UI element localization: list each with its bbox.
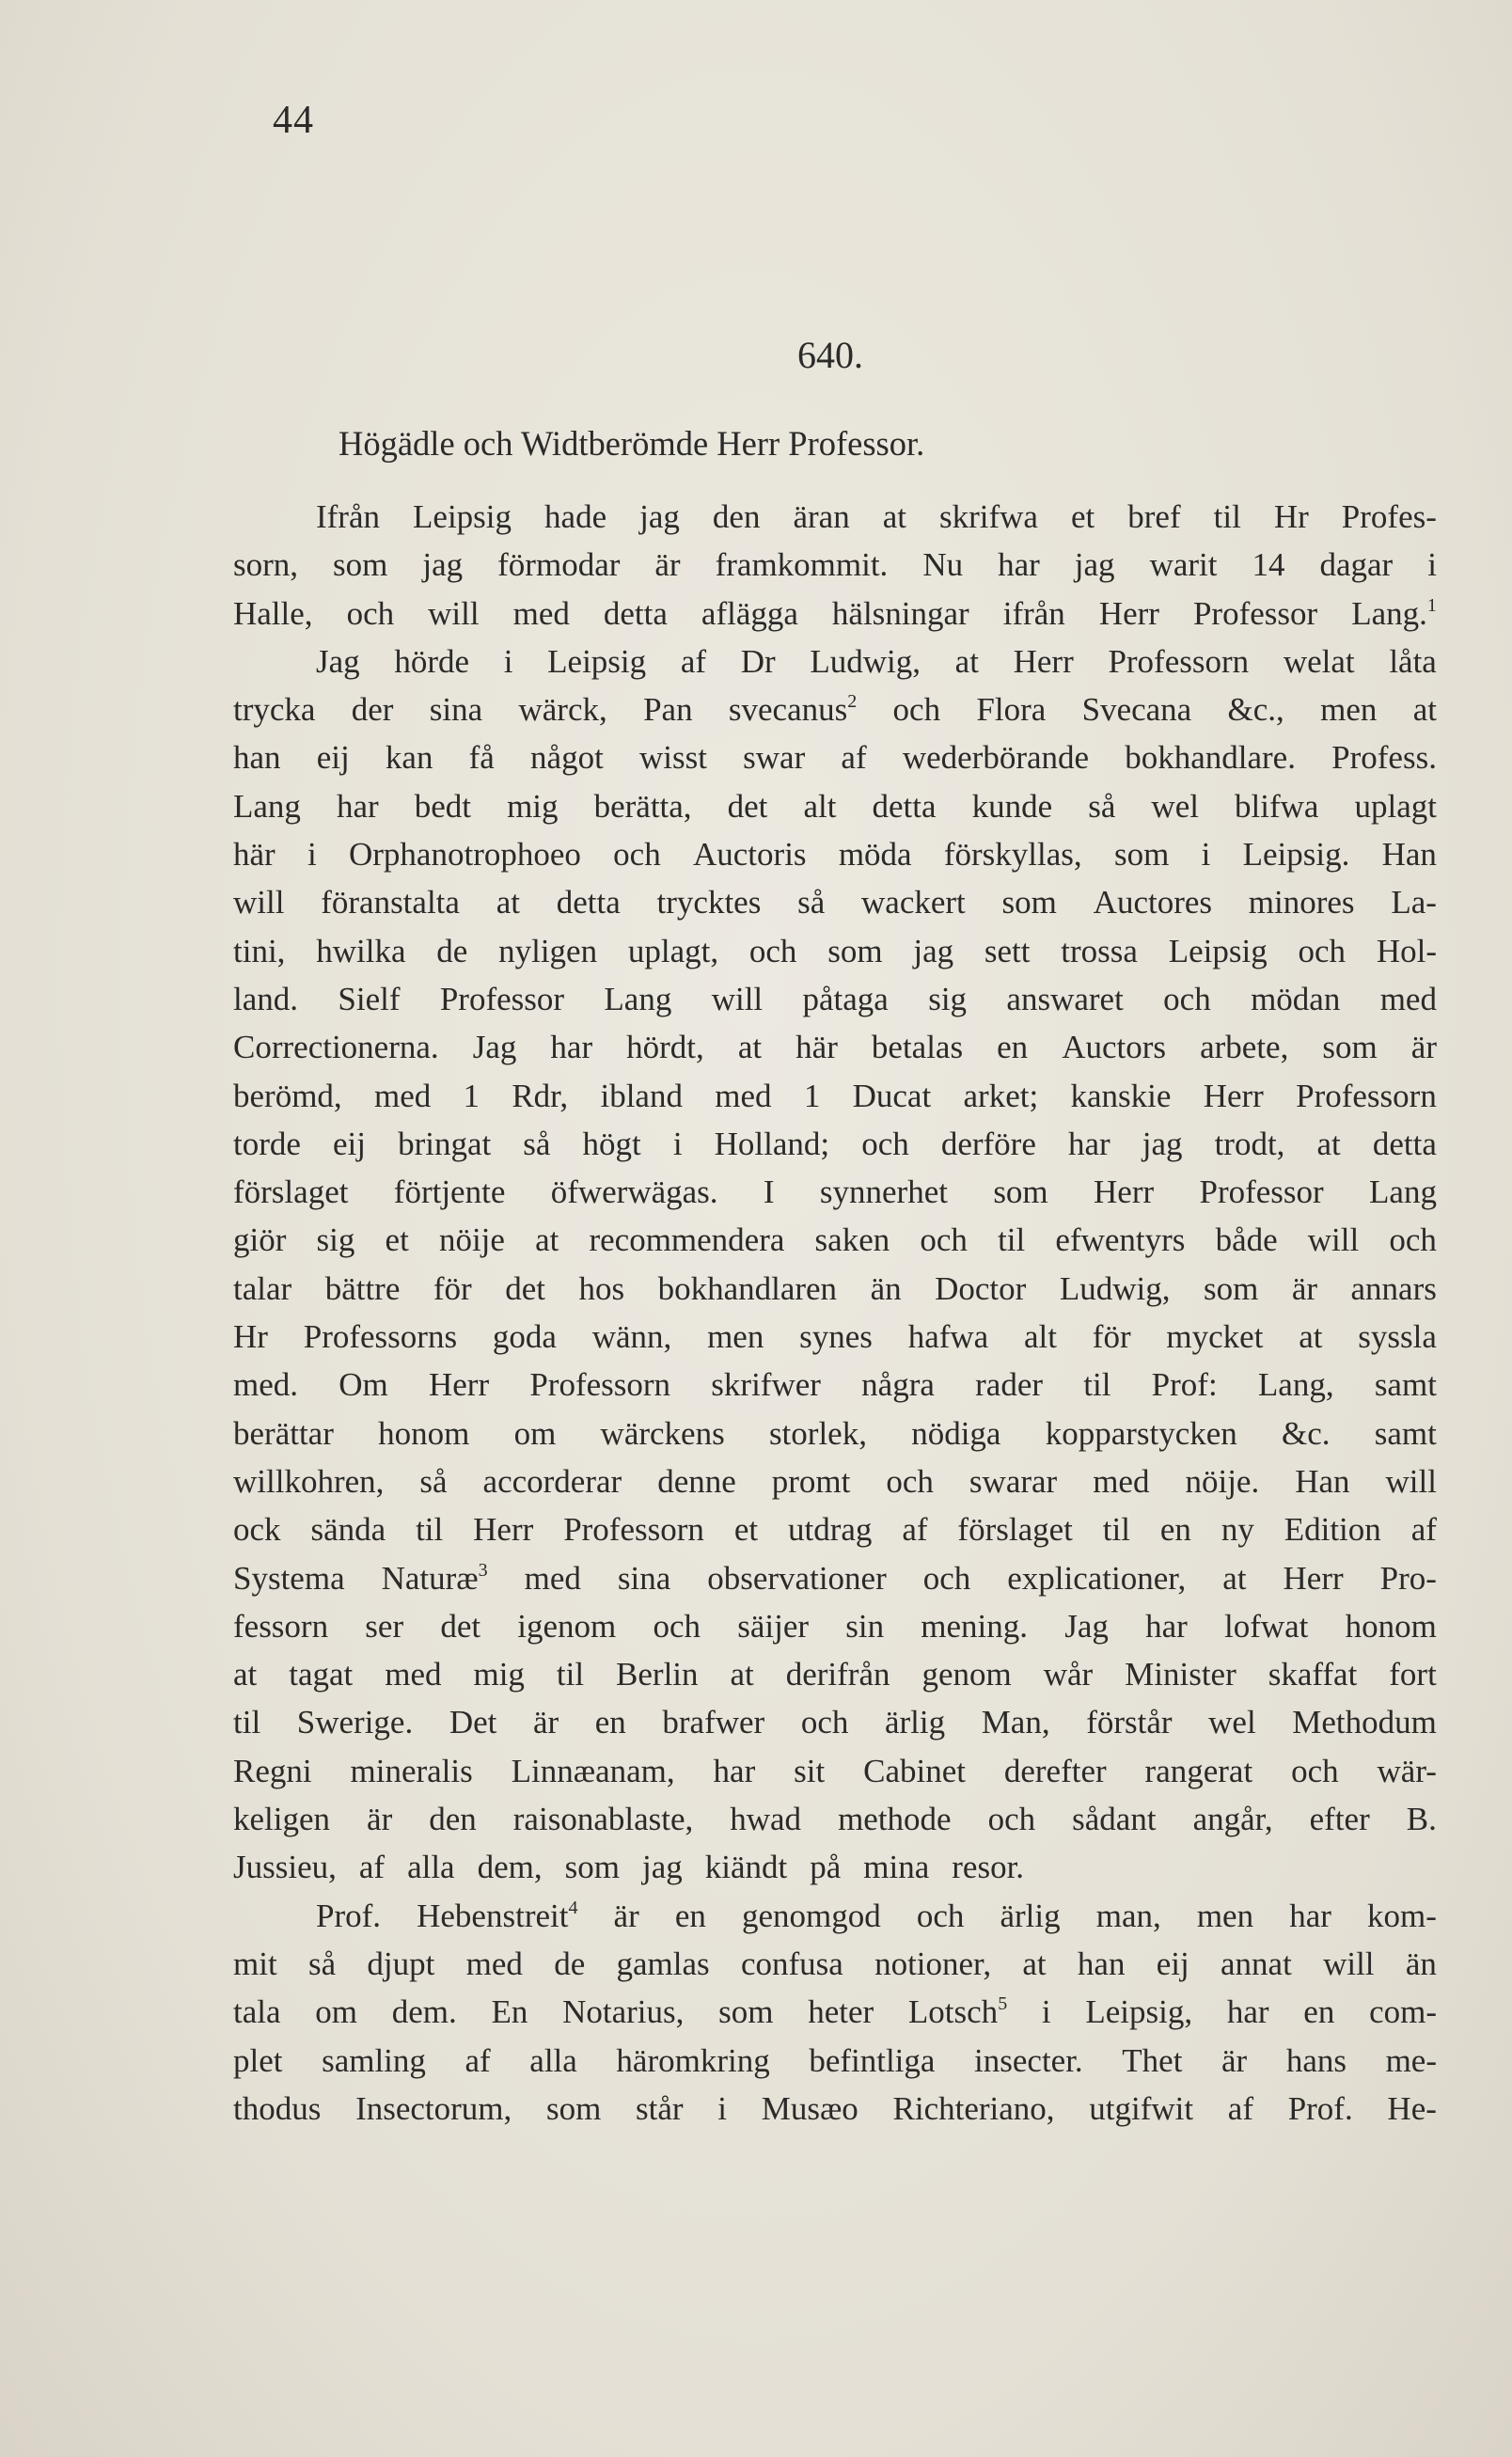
text-line: fessorn ser det igenom och säijer sin mening. Jag har lofwat honom — [233, 1607, 1437, 1645]
footnote-marker: 4 — [568, 1897, 578, 1918]
text-line: tala om dem. En Notarius, som heter Lotsch$^5$ i Leipsig, har en com- — [233, 1993, 1437, 2031]
page-number: 44 — [273, 99, 314, 142]
footnote-marker: 1 — [1426, 594, 1437, 616]
text-line: här i Orphanotrophoeo och Auctoris möda förskyllas, som i Leipsig. Han — [233, 836, 1437, 874]
text-line: talar bättre för det hos bokhandlaren än Doctor Ludwig, som är annars — [233, 1269, 1437, 1307]
text-line: giör sig et nöije at recommendera saken och til efwentyrs både will och — [233, 1221, 1437, 1259]
letter-number: 640. — [797, 334, 863, 376]
text-line: Correctionerna. Jag har hördt, at här betalas en Auctors arbete, som är — [233, 1029, 1437, 1066]
text-line: trycka der sina wärck, Pan svecanus$^2$ och Flora Svecana &c., men at — [233, 691, 1437, 729]
text-line: plet samling af alla häromkring befintliga insecter. Thet är hans me- — [233, 2041, 1437, 2079]
salutation: Högädle och Widtberömde Herr Professor. — [339, 424, 925, 463]
text-line: keligen är den raisonablaste, hwad methode och sådant angår, efter B. — [233, 1801, 1437, 1838]
text-line: han eij kan få något wisst swar af wederbörande bokhandlare. Profess. — [233, 739, 1437, 777]
text-line: willkohren, så accorderar denne promt och swarar med nöije. Han will — [233, 1462, 1437, 1500]
footnote-marker: 3 — [478, 1559, 488, 1581]
text-line: berömd, med 1 Rdr, ibland med 1 Ducat arket; kanskie Herr Professorn — [233, 1077, 1437, 1114]
text-line: tini, hwilka de nyligen uplagt, och som jag sett trossa Leipsig och Hol- — [233, 932, 1437, 969]
text-line: Ifrån Leipsig hade jag den äran at skrifwa et bref til Hr Profes- — [316, 498, 1437, 535]
text-line: Jussieu, af alla dem, som jag kiändt på mina resor. — [233, 1849, 1025, 1886]
text-line: ock sända til Herr Professorn et utdrag af förslaget til en ny Edition af — [233, 1511, 1437, 1549]
text-line: at tagat med mig til Berlin at derifrån genom wår Minister skaffat fort — [233, 1656, 1437, 1693]
letter-body — [233, 493, 1437, 2133]
text-line: Hr Professorns goda wänn, men synes hafwa alt för mycket at syssla — [233, 1318, 1437, 1356]
footnote-marker: 5 — [998, 1993, 1008, 2015]
text-line: Halle, och will med detta aflägga hälsningar ifrån Herr Professor Lang.$^1$ — [233, 594, 1437, 632]
text-line: land. Sielf Professor Lang will påtaga sig answaret och mödan med — [233, 980, 1437, 1017]
text-line: til Swerige. Det är en brafwer och ärlig Man, förstår wel Methodum — [233, 1704, 1437, 1741]
text-line: thodus Insectorum, som står i Musæo Richteriano, utgifwit af Prof. He- — [233, 2089, 1437, 2127]
text-line: Prof. Hebenstreit$^4$ är en genomgod och ärlig man, men har kom- — [316, 1897, 1437, 1934]
text-line: Regni mineralis Linnæanam, har sit Cabinet derefter rangerat och wär- — [233, 1752, 1437, 1789]
text-line: will föranstalta at detta trycktes så wackert som Auctores minores La- — [233, 884, 1437, 921]
text-line: berättar honom om wärckens storlek, nödiga kopparstycken &c. samt — [233, 1414, 1437, 1452]
text-line: förslaget förtjente öfwerwägas. I synnerhet som Herr Professor Lang — [233, 1173, 1437, 1211]
text-line: torde eij bringat så högt i Holland; och derföre har jag trodt, at detta — [233, 1125, 1437, 1162]
text-line: Jag hörde i Leipsig af Dr Ludwig, at Herr Professorn welat låta — [316, 642, 1437, 680]
text-line: sorn, som jag förmodar är framkommit. Nu har jag warit 14 dagar i — [233, 546, 1437, 584]
text-line: mit så djupt med de gamlas confusa notioner, at han eij annat will än — [233, 1945, 1437, 1982]
text-line: med. Om Herr Professorn skrifwer några rader til Prof: Lang, samt — [233, 1366, 1437, 1404]
text-line: Systema Naturæ$^3$ med sina observationer och explicationer, at Herr Pro- — [233, 1559, 1437, 1597]
text-line: Lang har bedt mig berätta, det alt detta kunde så wel blifwa uplagt — [233, 787, 1437, 825]
footnote-marker: 2 — [847, 691, 858, 713]
